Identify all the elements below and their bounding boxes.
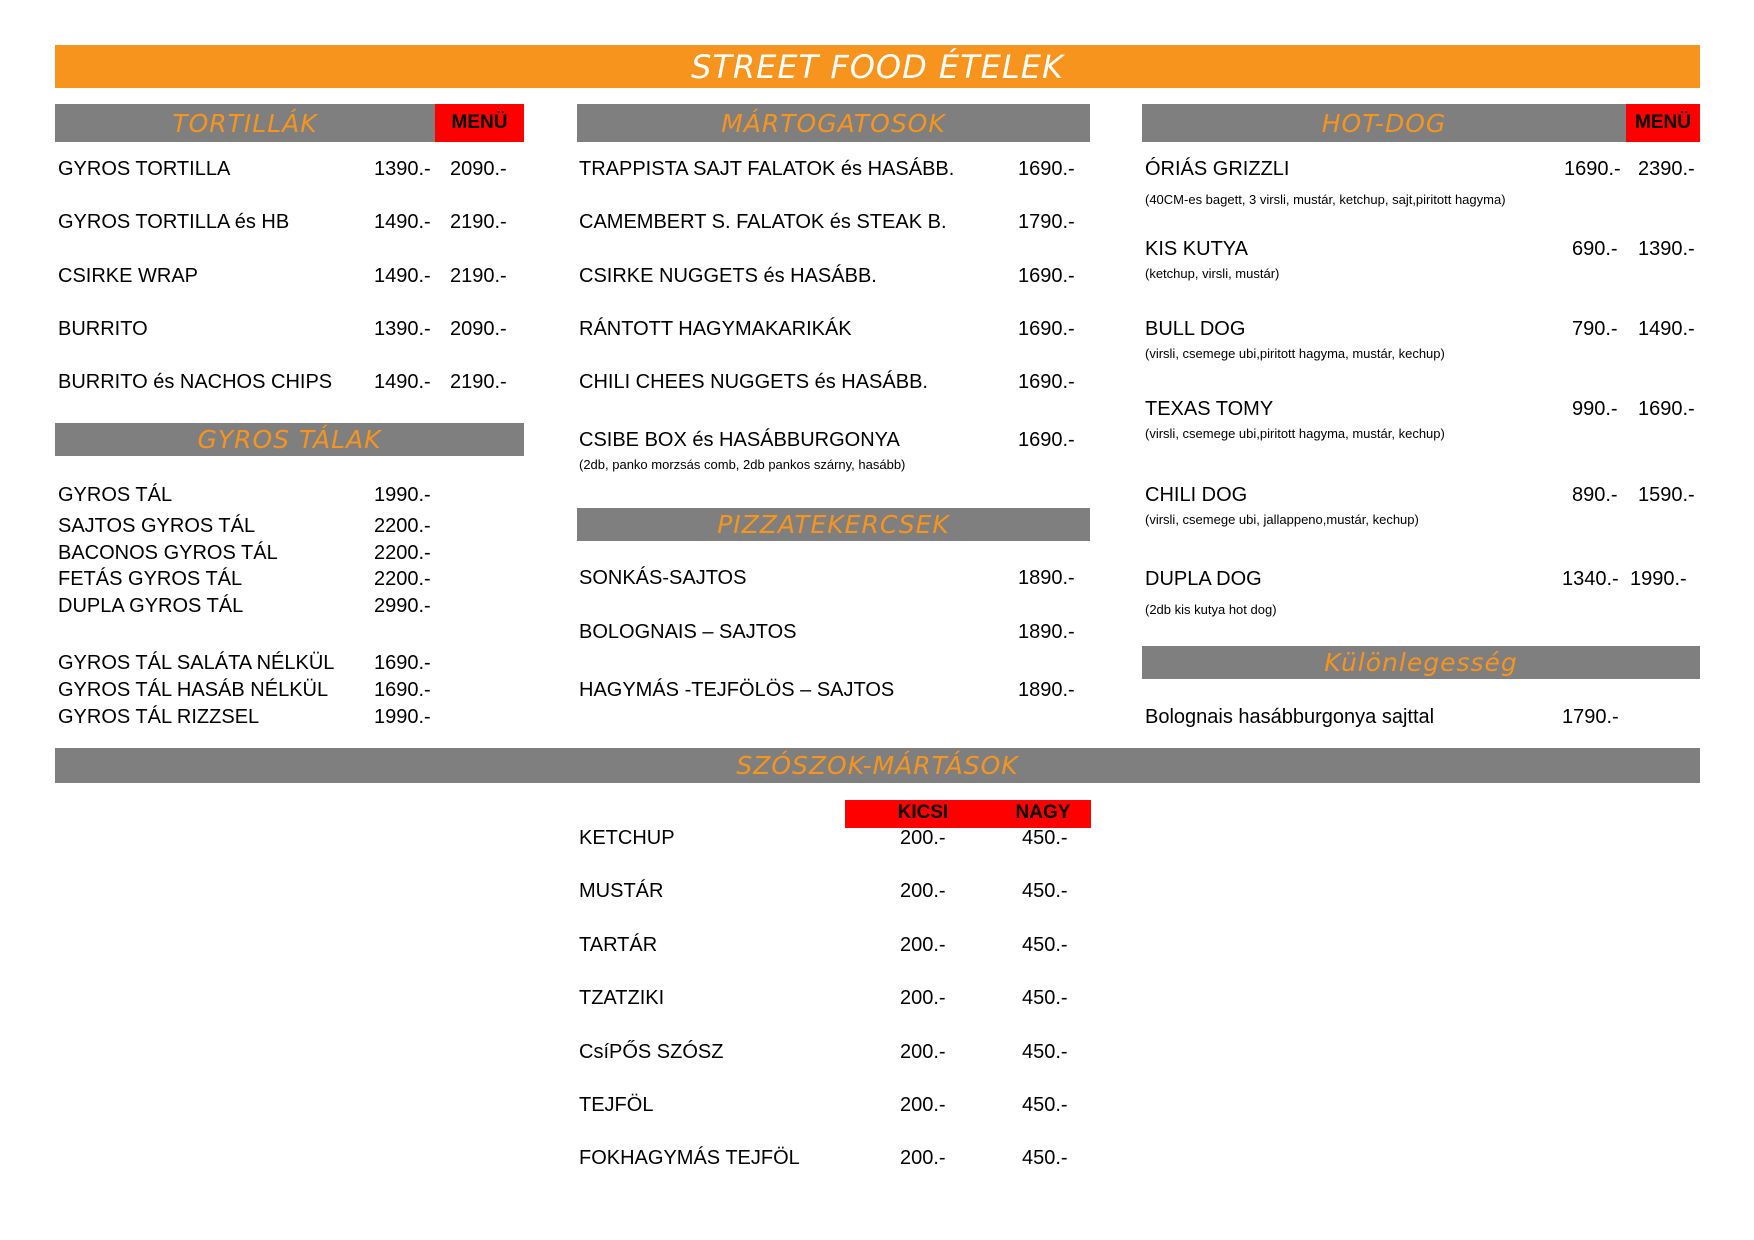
item-menu-price: 2190.-: [450, 265, 507, 287]
item-name: BACONOS GYROS TÁL: [58, 542, 278, 564]
item-name: BULL DOG: [1145, 318, 1246, 340]
section-header-hotdog: [1142, 104, 1626, 142]
item-price: 1690.-: [374, 652, 431, 674]
size-large-label: NAGY: [1015, 802, 1071, 823]
item-menu-price: 2090.-: [450, 318, 507, 340]
item-name: TARTÁR: [579, 934, 658, 956]
item-price: 690.-: [1572, 238, 1618, 260]
item-price: 1890.-: [1018, 679, 1075, 701]
item-menu-price: 2190.-: [450, 211, 507, 233]
item-name: TZATZIKI: [579, 987, 665, 1009]
item-description: (ketchup, virsli, mustár): [1145, 266, 1280, 281]
section-header-martogatosok: [577, 104, 1090, 142]
item-description: (virsli, csemege ubi, jallappeno,mustár, kechup): [1145, 512, 1419, 527]
sauce-size-header: [845, 800, 1091, 828]
item-price: 1690.-: [1018, 371, 1075, 393]
item-price-large: 450.-: [1022, 934, 1068, 956]
item-price: 1690.-: [1018, 429, 1075, 451]
item-price: 1690.-: [1018, 318, 1075, 340]
item-price: 2200.-: [374, 568, 431, 590]
section-title: MÁRTOGATOSOK: [721, 108, 946, 138]
section-title: GYROS TÁLAK: [197, 425, 382, 454]
item-price: 1690.-: [1018, 158, 1075, 180]
item-name: CHILI CHEES NUGGETS és HASÁBB.: [579, 371, 928, 393]
item-price-large: 450.-: [1022, 1147, 1068, 1169]
item-name: KETCHUP: [579, 827, 675, 849]
item-name: GYROS TORTILLA: [58, 158, 231, 180]
section-title: PIZZATEKERCSEK: [717, 510, 950, 539]
item-price: 2200.-: [374, 515, 431, 537]
item-name: FOKHAGYMÁS TEJFÖL: [579, 1147, 800, 1169]
section-title: TORTILLÁK: [172, 108, 318, 138]
item-name: GYROS TORTILLA és HB: [58, 211, 290, 233]
item-menu-price: 2090.-: [450, 158, 507, 180]
item-price: 1390.-: [374, 158, 431, 180]
item-name: GYROS TÁL SALÁTA NÉLKÜL: [58, 652, 335, 674]
menu-badge-tortillak: [435, 104, 524, 142]
item-price: 990.-: [1572, 398, 1618, 420]
item-menu-price: 1990.-: [1630, 568, 1687, 590]
item-price: 1990.-: [374, 706, 431, 728]
item-name: SAJTOS GYROS TÁL: [58, 515, 256, 537]
item-name: GYROS TÁL: [58, 484, 173, 506]
item-price: 1690.-: [1564, 158, 1621, 180]
item-description: (40CM-es bagett, 3 virsli, mustár, ketchup, sajt,piritott hagyma): [1145, 192, 1506, 207]
item-price-small: 200.-: [900, 987, 946, 1009]
item-price-small: 200.-: [900, 1041, 946, 1063]
item-price: 790.-: [1572, 318, 1618, 340]
item-price: 1490.-: [374, 371, 431, 393]
item-menu-price: 1390.-: [1638, 238, 1695, 260]
item-name: CSIRKE NUGGETS és HASÁBB.: [579, 265, 877, 287]
item-name: BOLOGNAIS – SAJTOS: [579, 621, 797, 643]
item-price: 1390.-: [374, 318, 431, 340]
section-header-szoszok: [55, 748, 1700, 783]
item-price: 1890.-: [1018, 567, 1075, 589]
section-title: HOT-DOG: [1321, 108, 1447, 138]
item-price-small: 200.-: [900, 1147, 946, 1169]
item-name: Bolognais hasábburgonya sajttal: [1145, 706, 1435, 728]
item-name: RÁNTOTT HAGYMAKARIKÁK: [579, 318, 852, 340]
item-price: 1690.-: [374, 679, 431, 701]
item-price: 1890.-: [1018, 621, 1075, 643]
item-menu-price: 2390.-: [1638, 158, 1695, 180]
item-name: CAMEMBERT S. FALATOK és STEAK B.: [579, 211, 947, 233]
item-menu-price: 1690.-: [1638, 398, 1695, 420]
item-name: DUPLA GYROS TÁL: [58, 595, 244, 617]
badge-label: MENÜ: [1635, 112, 1691, 133]
section-header-tortillak: [55, 104, 435, 142]
item-price-small: 200.-: [900, 934, 946, 956]
section-header-gyros-talak: [55, 423, 524, 456]
item-price: 1990.-: [374, 484, 431, 506]
item-price: 1490.-: [374, 211, 431, 233]
item-price-large: 450.-: [1022, 1094, 1068, 1116]
item-name: CsíPŐS SZÓSZ: [579, 1041, 724, 1063]
item-name: DUPLA DOG: [1145, 568, 1262, 590]
item-price: 890.-: [1572, 484, 1618, 506]
item-price-large: 450.-: [1022, 987, 1068, 1009]
item-menu-price: 1490.-: [1638, 318, 1695, 340]
item-price-small: 200.-: [900, 1094, 946, 1116]
item-name: GYROS TÁL RIZZSEL: [58, 706, 260, 728]
item-price-large: 450.-: [1022, 827, 1068, 849]
section-title: Különlegesség: [1324, 648, 1518, 677]
item-description: (virsli, csemege ubi,piritott hagyma, mustár, kechup): [1145, 426, 1445, 441]
badge-label: MENÜ: [451, 112, 508, 133]
item-menu-price: 1590.-: [1638, 484, 1695, 506]
size-small-label: KICSI: [897, 802, 949, 823]
section-header-pizzatekercsek: [577, 508, 1090, 541]
item-price: 1790.-: [1018, 211, 1075, 233]
menu-title: STREET FOOD ÉTELEK: [691, 47, 1064, 86]
item-price-large: 450.-: [1022, 880, 1068, 902]
item-name: TEJFÖL: [579, 1094, 654, 1116]
item-description: (2db kis kutya hot dog): [1145, 602, 1277, 617]
item-price: 1790.-: [1562, 706, 1619, 728]
item-name: GYROS TÁL HASÁB NÉLKÜL: [58, 679, 329, 701]
item-name: ÓRIÁS GRIZZLI: [1145, 158, 1290, 180]
item-name: TRAPPISTA SAJT FALATOK és HASÁBB.: [579, 158, 955, 180]
item-name: SONKÁS-SAJTOS: [579, 567, 747, 589]
item-price: 2990.-: [374, 595, 431, 617]
item-price: 1340.-: [1562, 568, 1619, 590]
item-price: 1490.-: [374, 265, 431, 287]
item-menu-price: 2190.-: [450, 371, 507, 393]
item-name: FETÁS GYROS TÁL: [58, 568, 243, 590]
item-price-large: 450.-: [1022, 1041, 1068, 1063]
item-name: BURRITO: [58, 318, 148, 340]
section-header-kulonlegesseg: [1142, 646, 1700, 679]
item-price: 2200.-: [374, 542, 431, 564]
section-title: SZÓSZOK-MÁRTÁSOK: [736, 751, 1019, 780]
item-price-small: 200.-: [900, 880, 946, 902]
item-description: (2db, panko morzsás comb, 2db pankos szárny, hasább): [579, 457, 906, 472]
item-price: 1690.-: [1018, 265, 1075, 287]
item-description: (virsli, csemege ubi,piritott hagyma, mustár, kechup): [1145, 346, 1445, 361]
item-name: CHILI DOG: [1145, 484, 1248, 506]
item-name: MUSTÁR: [579, 880, 664, 902]
item-name: BURRITO és NACHOS CHIPS: [58, 371, 333, 393]
item-name: CSIBE BOX és HASÁBBURGONYA: [579, 429, 900, 451]
item-name: KIS KUTYA: [1145, 238, 1248, 260]
item-price-small: 200.-: [900, 827, 946, 849]
item-name: HAGYMÁS -TEJFÖLÖS – SAJTOS: [579, 679, 895, 701]
item-name: TEXAS TOMY: [1145, 398, 1274, 420]
menu-badge-hotdog: [1626, 104, 1700, 142]
menu-title-banner: [55, 45, 1700, 88]
item-name: CSIRKE WRAP: [58, 265, 199, 287]
